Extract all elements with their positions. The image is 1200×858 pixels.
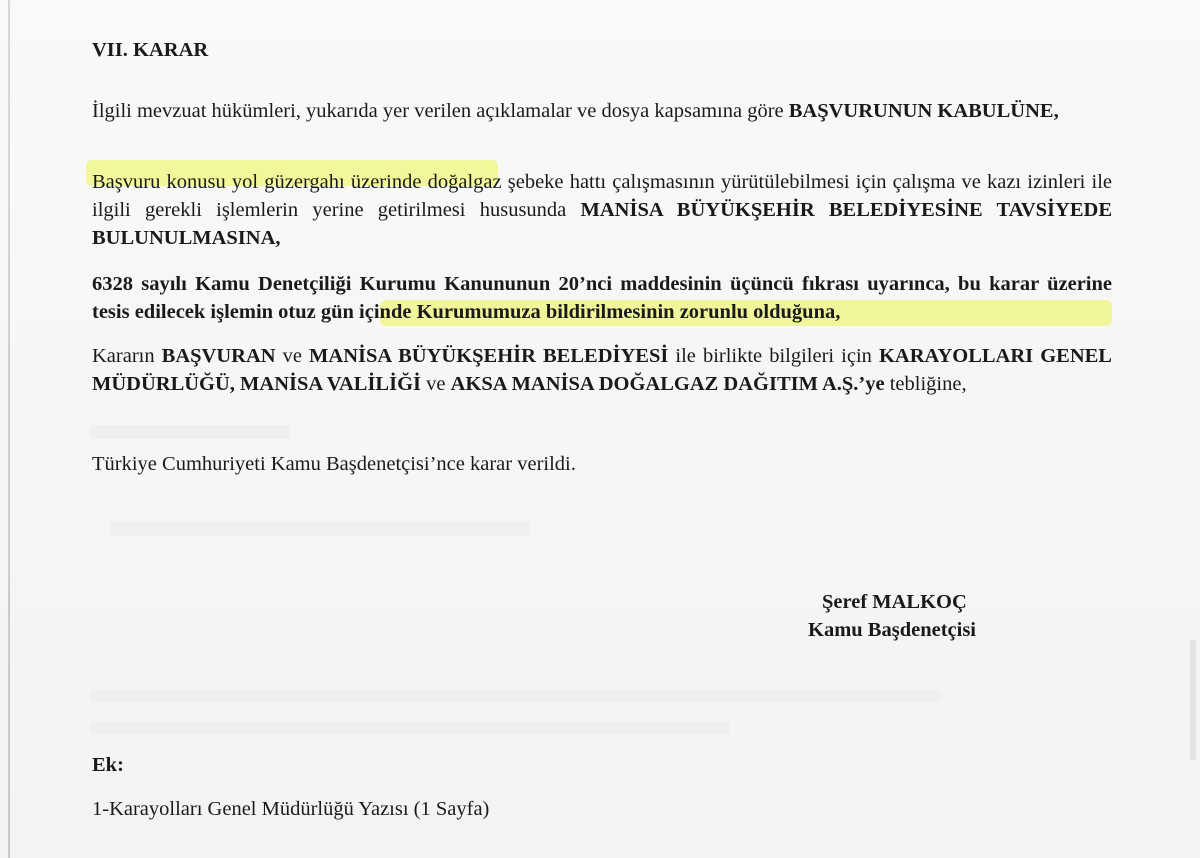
decision-paragraph-3: 6328 sayılı Kamu Denetçiliği Kurumu Kanununun 20’nci maddesinin üçüncü fıkrası uyarınca, bu karar üzerine tesis edilecek işlemin otuz gün içinde Kurumumuza bildirilmesinin zorunlu olduğuna, (92, 273, 1112, 323)
paragraph-text: Kararın (92, 345, 162, 367)
bleed-through-mark (90, 722, 730, 734)
paragraph-bold-text: MANİSA BÜYÜKŞEHİR BELEDİYESİ (309, 345, 669, 367)
paragraph-bold-text: BAŞVURAN (161, 345, 276, 367)
bleed-through-mark (90, 690, 940, 702)
bleed-through-mark (110, 522, 530, 536)
attachment-label: Ek: (92, 754, 124, 776)
paragraph-text: Başvuru konusu yol güzergahı üzerinde doğalgaz şebeke hattı çalışmasının yürütülebilmesi için çalışma ve kazı izinleri ile ilgili gerekli işlemlerin yerine getirilmesi hususunda (92, 171, 1112, 221)
page-edge-shadow-right (1190, 640, 1196, 760)
attachment-item: 1-Karayolları Genel Müdürlüğü Yazısı (1 Sayfa) (92, 798, 490, 820)
bleed-through-mark (90, 425, 290, 439)
paragraph-text: İlgili mevzuat hükümleri, yukarıda yer verilen açıklamalar ve dosya kapsamına göre (92, 100, 789, 122)
paragraph-text: ve (275, 345, 310, 367)
paragraph-bold-text: AKSA MANİSA DOĞALGAZ DAĞITIM A.Ş.’ye (450, 373, 885, 395)
paragraph-bold-text: KARAYOLLARI GENEL MÜDÜRLÜĞÜ, MANİSA VALİLİĞİ (92, 345, 1112, 395)
paragraph-bold-text: BAŞVURUNUN KABULÜNE, (788, 100, 1059, 122)
decision-paragraph-4 (92, 342, 1112, 398)
page-edge-shadow (8, 0, 10, 858)
paragraph-bold-text: MANİSA BÜYÜKŞEHİR BELEDİYESİNE TAVSİYEDE BULUNULMASINA, (92, 199, 1112, 249)
signatory-name: Şeref MALKOÇ (822, 591, 967, 613)
paragraph-text: tebliğine, (884, 373, 967, 395)
decision-paragraph-5: Türkiye Cumhuriyeti Kamu Başdenetçisi’nce karar verildi. (92, 453, 576, 475)
decision-paragraph-2 (92, 168, 1112, 252)
paragraph-text: ve (421, 373, 451, 395)
signatory-title: Kamu Başdenetçisi (808, 619, 976, 641)
section-heading: VII. KARAR (92, 39, 209, 61)
decision-paragraph-1 (92, 97, 1112, 125)
paragraph-text: ile birlikte bilgileri için (668, 345, 879, 367)
